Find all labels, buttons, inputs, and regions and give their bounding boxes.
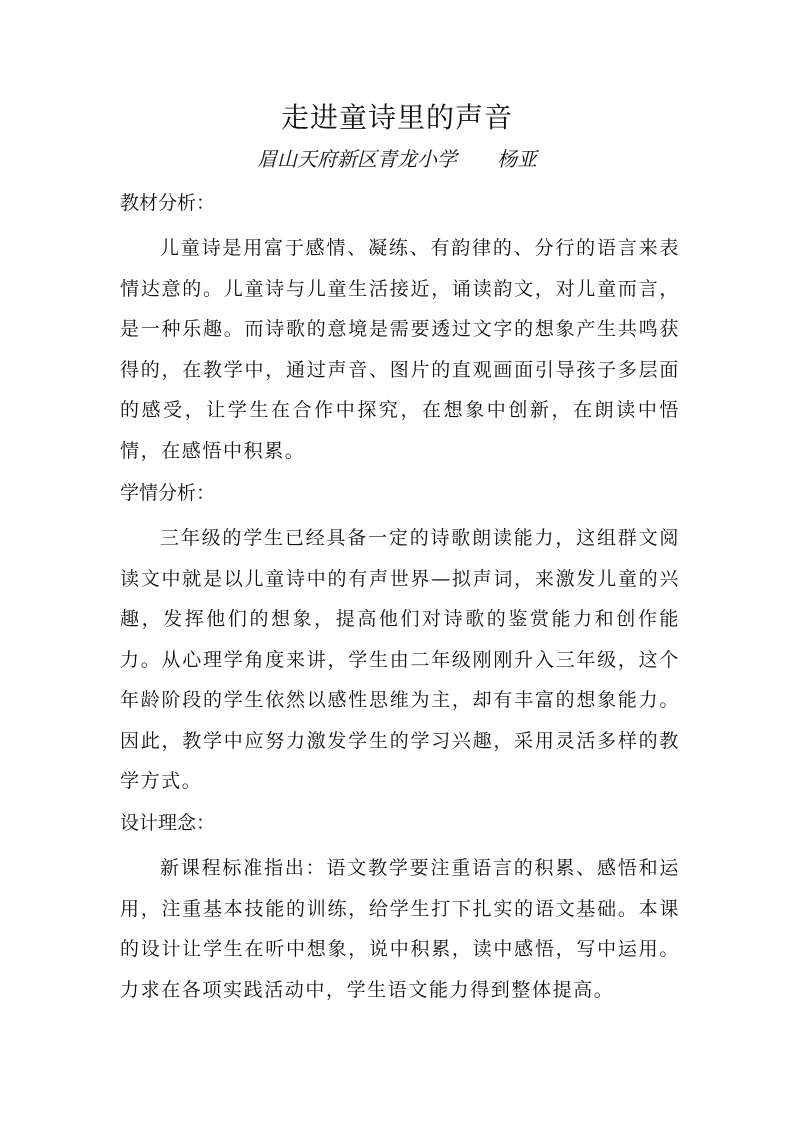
section-textbook-analysis	[120, 188, 680, 471]
section-paragraph: 三年级的学生已经具备一定的诗歌朗读能力，这组群文阅读文中就是以儿童诗中的有声世界—拟声词，来激发儿童的兴趣，发挥他们的想象，提高他们对诗歌的鉴赏能力和创作能力。从心理学角度来讲，学生由二年级刚刚升入三年级，这个年龄阶段的学生依然以感性思维为主，却有丰富的想象能力。因此，教学中应努力激发学生的学习兴趣，采用灵活多样的教学方式。	[120, 527, 680, 792]
section-heading: 教材分析：	[120, 192, 216, 214]
document-title: 走进童诗里的声音	[280, 101, 513, 134]
author-name: 杨亚	[497, 147, 537, 171]
author-line	[0, 142, 794, 176]
section-heading: 学情分析：	[120, 482, 216, 504]
section-paragraph: 新课程标准指出：语文教学要注重语言的积累、感悟和运用，注重基本技能的训练，给学生打下扎实的语文基础。本课的设计让学生在听中想象，说中积累，读中感悟，写中运用。力求在各项实践活动中，学生语文能力得到整体提高。	[120, 857, 680, 1001]
school-name: 眉山天府新区青龙小学	[257, 147, 457, 171]
section-paragraph: 儿童诗是用富于感情、凝练、有韵律的、分行的语言来表情达意的。儿童诗与儿童生活接近，诵读韵文，对儿童而言，是一种乐趣。而诗歌的意境是需要透过文字的想象产生共鸣获得的，在教学中，通过声音、图片的直观画面引导孩子多层面的感受，让学生在合作中探究，在想象中创新，在朗读中悟情，在感悟中积累。	[120, 237, 680, 462]
section-design-concept	[120, 808, 680, 1010]
section-learner-analysis	[120, 478, 680, 802]
section-heading: 设计理念：	[120, 812, 216, 834]
